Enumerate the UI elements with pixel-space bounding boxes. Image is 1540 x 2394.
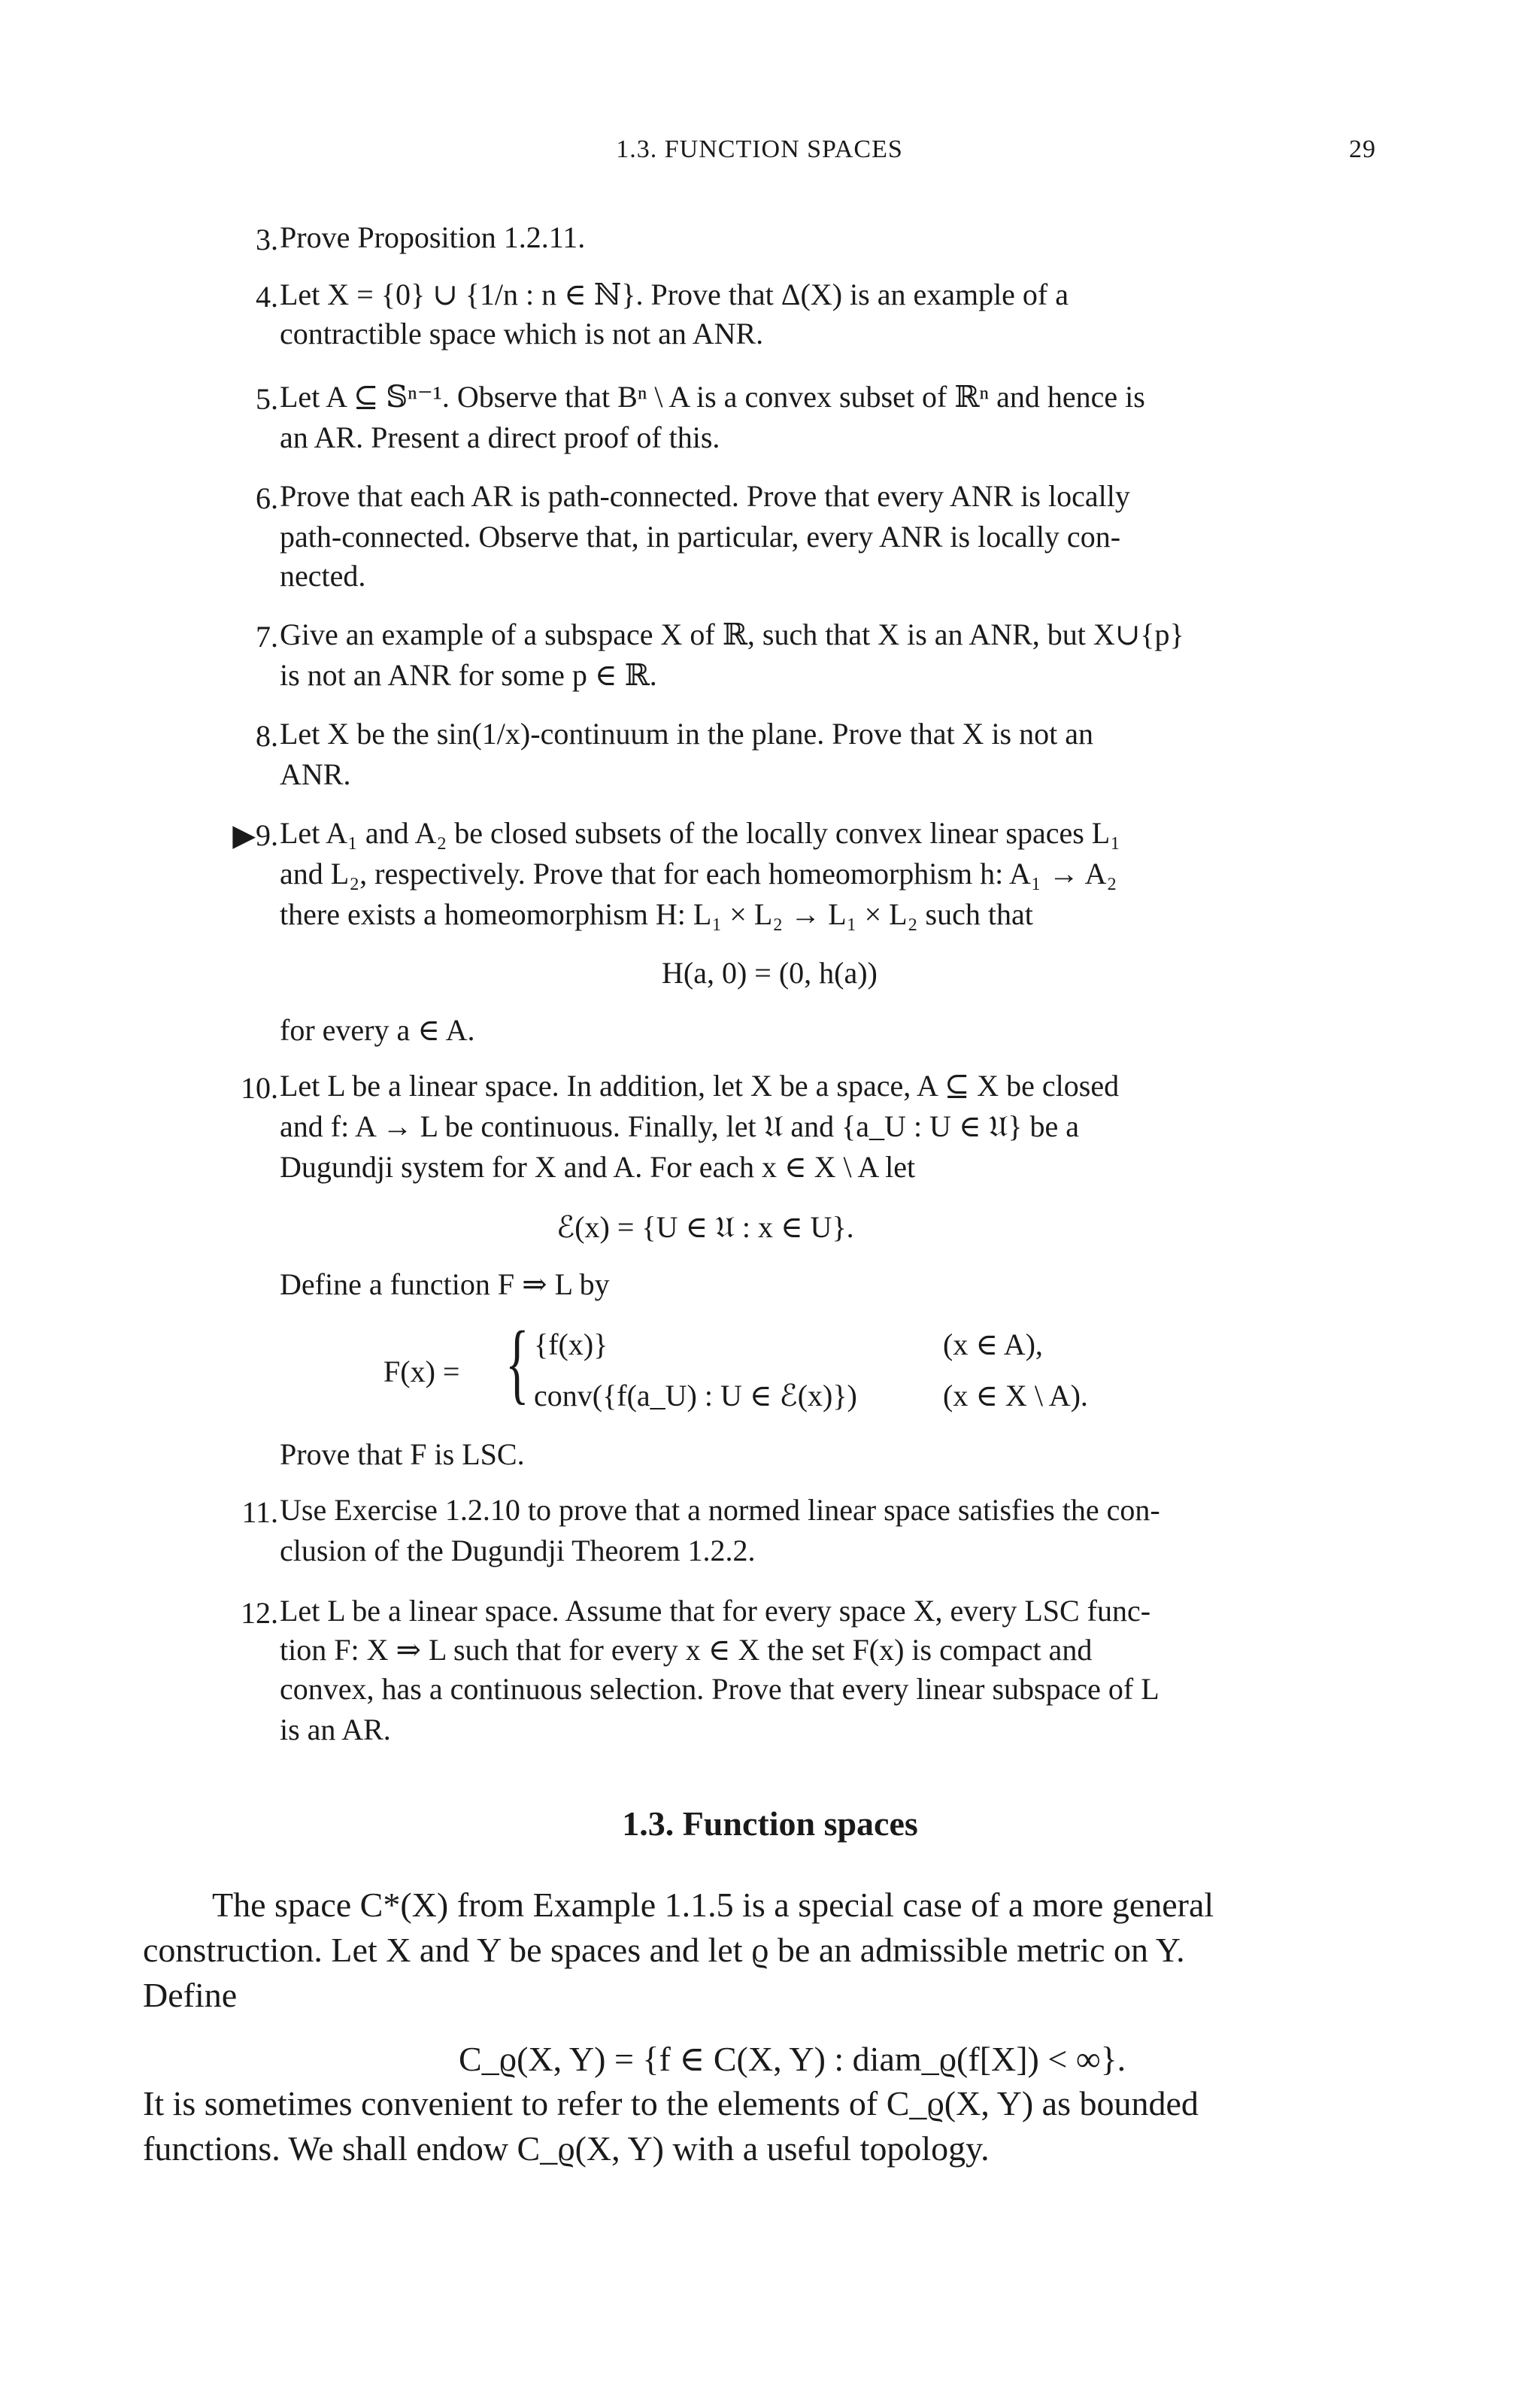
exercise-line: Let A₁ and A₂ be closed subsets of the locally convex linear spaces L₁ (280, 816, 1121, 850)
paragraph-line: Define (143, 1976, 238, 2014)
exercise-line: Let X be the sin(1/x)-continuum in the plane. Prove that X is not an (280, 717, 1093, 751)
paragraph-line: It is sometimes convenient to refer to the elements of C_ϱ(X, Y) as bounded (143, 2084, 1199, 2122)
exercise-line: Prove Proposition 1.2.11. (280, 220, 586, 254)
display-equation: C_ϱ(X, Y) = {f ∈ C(X, Y) : diam_ϱ(f[X]) < ∞}. (459, 2040, 1126, 2078)
exercise-line: Dugundji system for X and A. For each x ∈ X \ A let (280, 1150, 916, 1184)
exercise-line: an AR. Present a direct proof of this. (280, 420, 720, 454)
exercise-line: ANR. (280, 757, 351, 791)
display-equation: ℰ(x) = {U ∈ 𝔘 : x ∈ U}. (556, 1210, 854, 1244)
exercise-line: and f: A → L be continuous. Finally, let 𝔘 and {a_U : U ∈ 𝔘} be a (280, 1109, 1079, 1143)
exercise-line: Let A ⊆ 𝕊ⁿ⁻¹. Observe that Bⁿ \ A is a convex subset of ℝⁿ and hence is (280, 380, 1145, 414)
piecewise-condition-2: (x ∈ X \ A). (943, 1379, 1088, 1412)
exercise-line: Define a function F ⇒ L by (280, 1267, 610, 1301)
exercise-number: 3. (256, 223, 278, 256)
exercise-line: is not an ANR for some p ∈ ℝ. (280, 658, 657, 692)
piecewise-case-2: conv({f(a_U) : U ∈ ℰ(x)}) (534, 1379, 857, 1412)
exercise-line: tion F: X ⇒ L such that for every x ∈ X the set F(x) is compact and (280, 1633, 1093, 1667)
exercise-number: ▶9. (232, 818, 278, 852)
paragraph-line: functions. We shall endow C_ϱ(X, Y) with a useful topology. (143, 2129, 990, 2168)
exercise-line: path-connected. Observe that, in particular, every ANR is locally con- (280, 520, 1121, 554)
exercise-line: Let L be a linear space. Assume that for every space X, every LSC func- (280, 1594, 1151, 1628)
exercise-line: Give an example of a subspace X of ℝ, such that X is an ANR, but X∪{p} (280, 617, 1184, 651)
exercise-number: 4. (256, 280, 278, 314)
exercise-number: 7. (256, 620, 278, 654)
exercise-number: 8. (256, 719, 278, 753)
exercise-line: Let L be a linear space. In addition, let X be a space, A ⊆ X be closed (280, 1069, 1120, 1103)
paragraph-line: The space C*(X) from Example 1.1.5 is a special case of a more general (212, 1886, 1214, 1924)
piecewise-condition-1: (x ∈ A), (943, 1327, 1043, 1361)
exercise-line: Prove that each AR is path-connected. Prove that every ANR is locally (280, 479, 1130, 513)
exercise-line: for every a ∈ A. (280, 1013, 475, 1047)
exercise-line: clusion of the Dugundji Theorem 1.2.2. (280, 1534, 756, 1567)
left-brace: { (505, 1312, 529, 1412)
exercise-number: 11. (241, 1495, 278, 1529)
exercise-number: 12. (241, 1596, 278, 1630)
exercise-line: and L₂, respectively. Prove that for each homeomorphism h: A₁ → A₂ (280, 857, 1117, 891)
section-heading: 1.3. Function spaces (622, 1804, 918, 1843)
piecewise-lhs: F(x) = (383, 1355, 460, 1388)
exercise-number: 6. (256, 481, 278, 515)
exercise-line: is an AR. (280, 1713, 391, 1746)
exercise-line: Use Exercise 1.2.10 to prove that a normed linear space satisfies the con- (280, 1493, 1160, 1527)
exercise-line: contractible space which is not an ANR. (280, 317, 764, 350)
exercise-line: convex, has a continuous selection. Prove that every linear subspace of L (280, 1672, 1160, 1706)
exercise-line: nected. (280, 559, 366, 593)
exercise-number: 10. (241, 1071, 278, 1105)
exercise-line: Prove that F is LSC. (280, 1437, 525, 1471)
page-number: 29 (1349, 135, 1376, 163)
exercise-line: Let X = {0} ∪ {1/n : n ∈ ℕ}. Prove that Δ(X) is an example of a (280, 278, 1069, 311)
paragraph-line: construction. Let X and Y be spaces and let ϱ be an admissible metric on Y. (143, 1931, 1185, 1969)
header-title: 1.3. FUNCTION SPACES (616, 135, 903, 163)
piecewise-case-1: {f(x)} (534, 1327, 608, 1361)
exercise-line: there exists a homeomorphism H: L₁ × L₂ → L₁ × L₂ such that (280, 897, 1033, 931)
exercise-number: 5. (256, 382, 278, 416)
running-header (143, 135, 1376, 181)
display-equation: H(a, 0) = (0, h(a)) (662, 956, 878, 990)
